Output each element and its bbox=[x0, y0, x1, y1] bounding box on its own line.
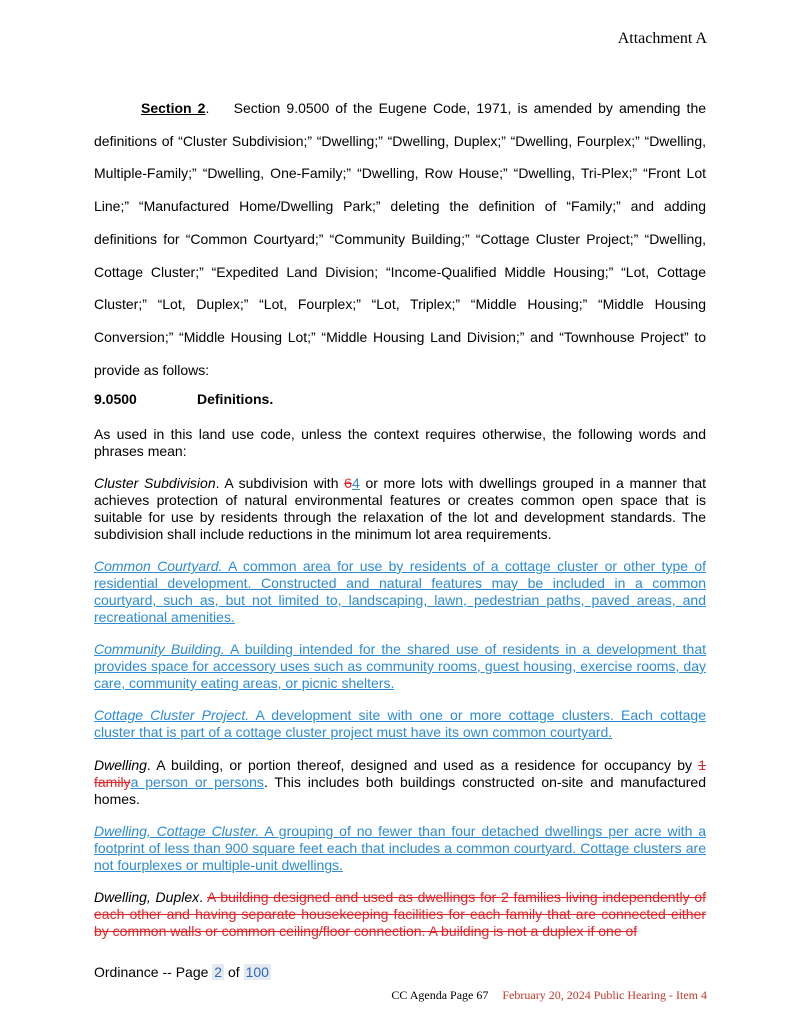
section-intro: Section 2. Section 9.0500 of the Eugene Code, 1971, is amended by amending the definitions of “Cluster Subdivision;” “Dwelling;” “Dwelling, Duplex;” “Dwelling, Fourplex;” “Dwelling, Multiple-Family;” “Dwelling, One-Family;” “Dwelling, Row House;” “Dwelling, Tri-Plex;” “Front Lot Line;” “Manufactured Home/Dwelling Park;” deleting the definition of “Family;” and adding definitions for “Common Courtyard;” “Community Building;” “Cottage Cluster Project;” “Dwelling, Cottage Cluster;” “Expedited Land Division; “Income-Qualified Middle Housing;” “Lot, Cottage Cluster;” “Lot, Duplex;” “Lot, Fourplex;” “Lot, Triplex;” “Middle Housing;” “Middle Housing Conversion;” “Middle Housing Lot;” “Middle Housing Land Division;” and “Townhouse Project” to provide as follows: bbox=[94, 100, 707, 378]
total-pages: 100 bbox=[245, 964, 269, 980]
agenda-page: CC Agenda Page 67 bbox=[391, 988, 489, 1002]
definition-dwelling: Dwelling. A building, or portion thereof, designed and used as a residence for occupancy by 1 familya person or persons. This includes both buildings constructed on-site and manufactured homes. bbox=[94, 757, 706, 807]
hearing-label: February 20, 2024 Public Hearing - Item 4 bbox=[502, 988, 707, 1002]
deleted-text: family bbox=[94, 774, 131, 790]
definitions-heading bbox=[94, 391, 274, 407]
definition-common-courtyard: Common Courtyard. A common area for use by residents of a cottage cluster or other type of residential development. Constructed and natural features may be included in a common courtyard, such as, but not limited to, landscaping, lawn, pedestrian paths, paved areas, and recreational amenities. bbox=[94, 558, 706, 625]
term: Dwelling bbox=[94, 757, 147, 773]
attachment-label: Attachment A bbox=[617, 30, 707, 47]
deleted-text: 6 bbox=[344, 475, 352, 491]
definition-dwelling-cottage-cluster: Dwelling, Cottage Cluster. A grouping of no fewer than four detached dwellings per acre with a footprint of less than 900 square feet each that includes a common courtyard. Cottage clusters are not fourplexes or multiple-unit dwellings. bbox=[94, 823, 707, 873]
section-text: Section 9.0500 of the Eugene Code, 1971, is amended by amending the definitions of “Cluster Subdivision;” “Dwelling;” “Dwelling, Duplex;” “Dwelling, Fourplex;” “Dwelling, Multiple-Family;” “Dwelling, One-Family;” “Dwelling, Row House;” “Dwelling, Tri-Plex;” “Front Lot Line;” “Manufactured Home/Dwelling Park;” deleting the definition of “Family;” and adding definitions for “Common Courtyard;” “Community Building;” “Cottage Cluster Project;” “Dwelling, Cottage Cluster;” “Expedited Land Division; “Income-Qualified Middle Housing;” “Lot, Cottage Cluster;” “Lot, Duplex;” “Lot, Fourplex;” “Lot, Triplex;” “Middle Housing;” “Middle Housing Conversion;” “Middle Housing Lot;” “Middle Housing Land Division;” and “Townhouse Project” to provide as follows: bbox=[94, 100, 707, 378]
definition-cluster-subdivision: Cluster Subdivision. A subdivision with 64 or more lots with dwellings grouped in a manner that achieves protection of natural environmental features or creates common open space that is suitable for use by residents through the relaxation of the lot and development standards. The subdivision shall include reductions in the minimum lot area requirements. bbox=[94, 475, 706, 542]
deleted-text: A building designed and used as dwellings for 2 families living independently of each other and having separate housekeeping facilities for each family that are connected either by common walls or common ceiling/floor connection. A building is not a duplex if one of bbox=[94, 889, 706, 939]
term: Dwelling, Cottage Cluster. bbox=[94, 823, 260, 839]
term: Dwelling, Duplex bbox=[94, 889, 200, 905]
heading-title: Definitions. bbox=[197, 391, 274, 407]
deleted-text: 1 bbox=[698, 757, 706, 773]
inserted-text: a person or persons bbox=[130, 774, 264, 790]
term: Cluster Subdivision bbox=[94, 475, 216, 491]
term: Community Building. bbox=[94, 641, 225, 657]
definition-community-building: Community Building. A building intended for the shared use of residents in a development that provides space for accessory uses such as community rooms, guest housing, exercise rooms, day care, community eating areas, or picnic shelters. bbox=[94, 641, 707, 691]
preamble-paragraph: As used in this land use code, unless the context requires otherwise, the following words and phrases mean: bbox=[94, 426, 706, 459]
inserted-text: 4 bbox=[351, 475, 360, 491]
definition-dwelling-duplex: Dwelling, Duplex. A building designed and used as dwellings for 2 families living independently of each other and having separate housekeeping facilities for each family that are connected either by common walls or common ceiling/floor connection. A building is not a duplex if one of bbox=[94, 889, 706, 939]
section-label: Section 2 bbox=[141, 100, 206, 116]
agenda-footer bbox=[391, 988, 707, 1003]
heading-number: 9.0500 bbox=[94, 391, 137, 407]
definition-cottage-cluster-project: Cottage Cluster Project. A development site with one or more cottage clusters. Each cottage cluster that is part of a cottage cluster project must have its own common courtyard. bbox=[94, 707, 706, 740]
ordinance-page-footer: Ordinance -- Page 2 of 100 bbox=[94, 964, 269, 980]
term: Common Courtyard. bbox=[94, 558, 223, 574]
page-number: 2 bbox=[214, 964, 223, 980]
term: Cottage Cluster Project. bbox=[94, 707, 250, 723]
